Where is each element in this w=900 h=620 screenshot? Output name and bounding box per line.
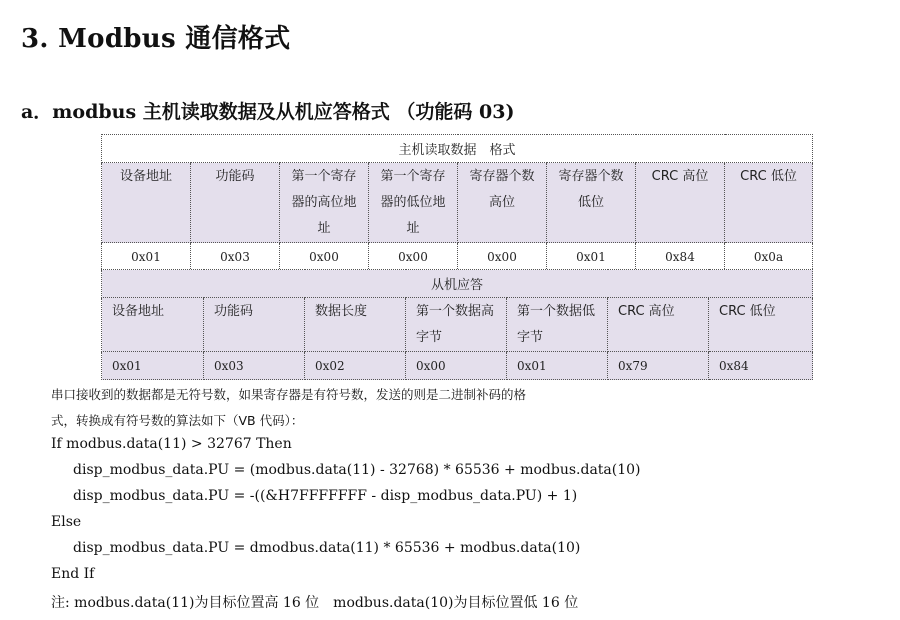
slave-value-cell: 0x01 [102, 352, 204, 380]
master-value-cell: 0x00 [369, 243, 458, 271]
master-value-cell: 0x0a [725, 243, 813, 271]
master-header-cell: 寄存器个数高位 [458, 163, 547, 243]
slave-header-cell: CRC 低位 [709, 298, 813, 352]
slave-header-cell: 第一个数据低字节 [507, 298, 608, 352]
slave-header-cell: CRC 高位 [608, 298, 709, 352]
section-heading: 3. Modbus 通信格式 [21, 24, 291, 54]
master-header-cell: 寄存器个数低位 [547, 163, 636, 243]
code-then-line-1: disp_modbus_data.PU = (modbus.data(11) - 32768) * 65536 + modbus.data(10) [73, 462, 641, 478]
master-header-cell: CRC 低位 [725, 163, 813, 243]
slave-value-cell: 0x00 [406, 352, 507, 380]
slave-header-cell: 数据长度 [305, 298, 406, 352]
master-header-cell: 第一个寄存器的低位地址 [369, 163, 458, 243]
master-header-cell: CRC 高位 [636, 163, 725, 243]
slave-header-cell: 功能码 [204, 298, 305, 352]
code-else-line: Else [51, 514, 82, 530]
code-else-body: disp_modbus_data.PU = dmodbus.data(11) * 65536 + modbus.data(10) [73, 540, 581, 556]
slave-value-cell: 0x01 [507, 352, 608, 380]
slave-header-cell: 第一个数据高字节 [406, 298, 507, 352]
master-value-cell: 0x00 [458, 243, 547, 271]
subsection-heading: a．modbus 主机读取数据及从机应答格式 （功能码 03) [21, 101, 515, 123]
slave-value-cell: 0x02 [305, 352, 406, 380]
slave-value-cell: 0x84 [709, 352, 813, 380]
master-table-title: 主机读取数据 格式 [102, 135, 813, 163]
code-if-line: If modbus.data(11) > 32767 Then [51, 436, 292, 452]
master-header-cell: 设备地址 [102, 163, 191, 243]
master-header-cell: 功能码 [191, 163, 280, 243]
master-value-cell: 0x03 [191, 243, 280, 271]
slave-header-cell: 设备地址 [102, 298, 204, 352]
master-value-cell: 0x84 [636, 243, 725, 271]
note-line-1: 串口接收到的数据都是无符号数，如果寄存器是有符号数，发送的则是二进制补码的格 [51, 387, 527, 402]
slave-value-cell: 0x03 [204, 352, 305, 380]
slave-value-cell: 0x79 [608, 352, 709, 380]
master-value-cell: 0x00 [280, 243, 369, 271]
code-endif-line: End If [51, 566, 95, 582]
slave-table-title: 从机应答 [102, 270, 813, 298]
code-then-line-2: disp_modbus_data.PU = -((&H7FFFFFFF - disp_modbus_data.PU) + 1) [73, 488, 578, 504]
master-header-cell: 第一个寄存器的高位地址 [280, 163, 369, 243]
note-line-2: 式，转换成有符号数的算法如下（VB 代码）： [51, 413, 304, 428]
master-value-cell: 0x01 [102, 243, 191, 271]
footnote: 注: modbus.data(11)为目标位置高 16 位 modbus.data(10)为目标位置低 16 位 [51, 595, 579, 611]
slave-response-table [101, 269, 813, 380]
master-value-cell: 0x01 [547, 243, 636, 271]
master-request-table [101, 134, 813, 271]
